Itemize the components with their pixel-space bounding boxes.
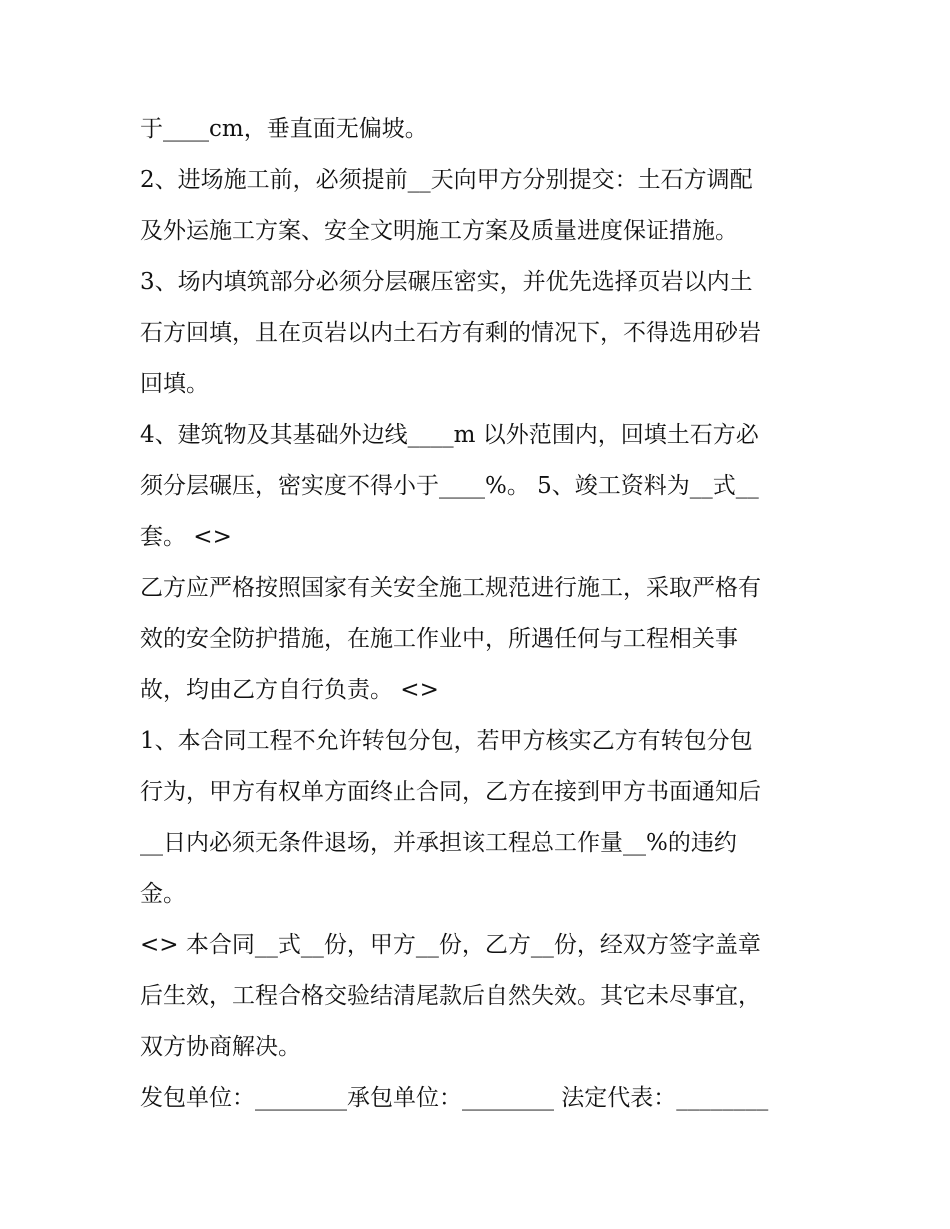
- text-line: 2、进场施工前，必须提前__天向甲方分别提交：土石方调配: [140, 167, 753, 193]
- text-line: <> 本合同__式__份，甲方__份，乙方__份，经双方签字盖章: [140, 932, 761, 958]
- text-line: 4、建筑物及其基础外边线____m 以外范围内，回填土石方必: [140, 422, 759, 448]
- text-line: 3、场内填筑部分必须分层碾压密实，并优先选择页岩以内土: [140, 269, 753, 295]
- text-line: 效的安全防护措施，在施工作业中，所遇任何与工程相关事: [140, 626, 738, 652]
- text-line: 回填。: [140, 371, 209, 397]
- text-line: 乙方应严格按照国家有关安全施工规范进行施工，采取严格有: [140, 575, 761, 601]
- text-line: 金。: [140, 881, 186, 907]
- text-line: 石方回填，且在页岩以内土石方有剩的情况下，不得选用砂岩: [140, 320, 761, 346]
- text-line: 及外运施工方案、安全文明施工方案及质量进度保证措施。: [140, 218, 738, 244]
- text-line: 行为，甲方有权单方面终止合同，乙方在接到甲方书面通知后: [140, 779, 761, 805]
- text-line: 套。 <>: [140, 524, 232, 550]
- contract-text: [140, 104, 830, 1124]
- text-line: 1、本合同工程不允许转包分包，若甲方核实乙方有转包分包: [140, 728, 753, 754]
- text-line: 须分层碾压，密实度不得小于____%。 5、竣工资料为__式__: [140, 473, 759, 499]
- text-line: 于____cm，垂直面无偏坡。: [140, 116, 428, 142]
- text-line: 故，均由乙方自行负责。 <>: [140, 677, 439, 703]
- text-line: 双方协商解决。: [140, 1034, 301, 1060]
- text-line: __日内必须无条件退场，并承担该工程总工作量__%的违约: [140, 830, 737, 856]
- signature-line: 发包单位：________承包单位：________ 法定代表：________: [140, 1085, 769, 1111]
- text-line: 后生效，工程合格交验结清尾款后自然失效。其它未尽事宜，: [140, 983, 761, 1009]
